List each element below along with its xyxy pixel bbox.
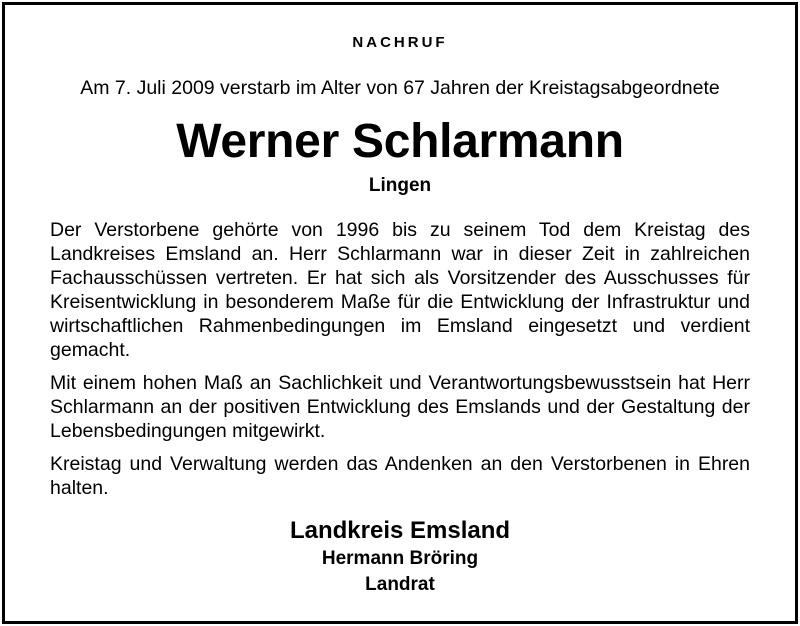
- deceased-place: Lingen: [368, 175, 432, 196]
- signature-person: Hermann Bröring: [321, 548, 479, 569]
- deceased-name: Werner Schlarmann: [176, 115, 624, 168]
- paragraph-remembrance: Kreistag und Verwaltung werden das Andenken an den Verstorbenen in Ehren halten.: [50, 453, 750, 499]
- signature-role: Landrat: [365, 574, 435, 595]
- intro-line: Am 7. Juli 2009 verstarb im Alter von 67 Jahren der Kreistagsabgeordnete: [80, 77, 720, 99]
- paragraph-merits: Mit einem hohen Maß an Sachlichkeit und Verantwortungsbewusstsein hat Herr Schlarmann an der positiven Entwicklung des Emslands und der Gestaltung der Lebensbedingungen mitgewirkt.: [50, 372, 750, 442]
- paragraph-career: Der Verstorbene gehörte von 1996 bis zu seinem Tod dem Kreistag des Landkreises Emsland an. Herr Schlarmann war in dieser Zeit in zahlreichen Fachausschüssen vertreten. Er hat sich als Vorsitzender des Ausschusses für Kreisentwicklung in besonderem Maße für die Entwicklung der Infrastruktur und wirtschaftlichen Rahmenbedingungen im Emsland eingesetzt und verdient gemacht.: [50, 219, 750, 361]
- signature-block: [0, 516, 800, 598]
- signature-organization: Landkreis Emsland: [289, 517, 511, 544]
- notice-heading: NACHRUF: [352, 34, 448, 51]
- notice-body: [50, 218, 750, 509]
